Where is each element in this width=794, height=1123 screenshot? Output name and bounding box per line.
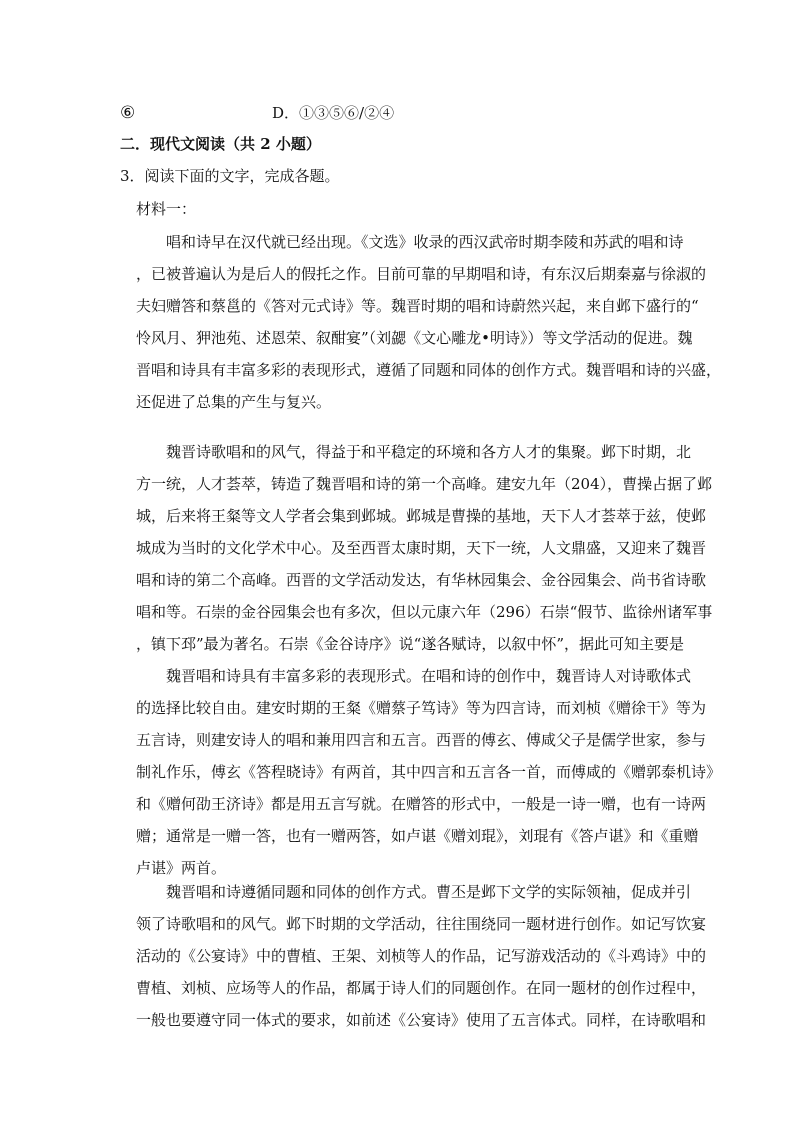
paragraph-line: 一般也要遵守同一体式的要求，如前述《公宴诗》使用了五言体式。同样，在诗歌唱和 (136, 1011, 707, 1029)
paragraph-1 (136, 226, 722, 418)
paragraph-line: 魏晋唱和诗具有丰富多彩的表现形式。在唱和诗的创作中，魏晋诗人对诗歌体式 (136, 667, 692, 685)
paragraph-line: 夫妇赠答和蔡邕的《答对元式诗》等。魏晋时期的唱和诗蔚然兴起，来自邺下盛行的“ (136, 297, 699, 315)
paragraph-line: 和《赠何劭王济诗》都是用五言写就。在赠答的形式中，一般是一诗一赠，也有一诗两 (136, 795, 707, 813)
paragraph-line: 唱和诗早在汉代就已经出现。《文选》收录的西汉武帝时期李陵和苏武的唱和诗 (136, 233, 684, 251)
paragraph-line: 唱和诗的第二个高峰。西晋的文学活动发达，有华林园集会、金谷园集会、尚书省诗歌 (136, 571, 707, 589)
paragraph-line: 赠；通常是一赠一答，也有一赠两答，如卢谌《赠刘琨》，刘琨有《答卢谌》和《重赠 (136, 827, 699, 845)
paragraph-2 (136, 436, 713, 660)
paragraph-4 (136, 876, 707, 1036)
paragraph-line: 城，后来将王粲等文人学者会集到邺城。邺城是曹操的基地，天下人才荟萃于兹，使邺 (136, 507, 707, 525)
paragraph-3 (136, 660, 722, 884)
paragraph-line: 怜风月、狎池苑、述恩荣、叙酣宴”（刘勰《文心雕龙•明诗》）等文学活动的促进。魏 (136, 329, 693, 347)
paragraph-line: 曹植、刘桢、应场等人的作品，都属于诗人们的同题创作。在同一题材的创作过程中， (136, 979, 707, 997)
paragraph-line: ，镇下邳”最为著名。石崇《金谷诗序》说“遂各赋诗，以叙中怀”，据此可知主要是 (136, 635, 685, 653)
paragraph-line: ，已被普遍认为是后人的假托之作。目前可靠的早期唱和诗，有东汉后期秦嘉与徐淑的 (136, 265, 707, 283)
option-d: D．①③⑤⑥/②④ (272, 104, 395, 122)
paragraph-line: 还促进了总集的产生与复兴。 (136, 393, 332, 411)
paragraph-line: 五言诗，则建安诗人的唱和兼用四言和五言。西晋的傅玄、傅咸父子是儒学世家，参与 (136, 731, 707, 749)
paragraph-line: 制礼作乐，傅玄《答程晓诗》有两首，其中四言和五言各一首，而傅咸的《赠郭泰机诗》 (136, 763, 722, 781)
paragraph-line: 方一统，人才荟萃，铸造了魏晋唱和诗的第一个高峰。建安九年（204），曹操占据了邺 (136, 475, 713, 493)
paragraph-line: 领了诗歌唱和的风气。邺下时期的文学活动，往往围绕同一题材进行创作。如记写饮宴 (136, 915, 707, 933)
paragraph-line: 城成为当时的文化学术中心。及至西晋太康时期，天下一统，人文鼎盛，又迎来了魏晋 (136, 539, 707, 557)
paragraph-line: 魏晋诗歌唱和的风气，得益于和平稳定的环境和各方人才的集聚。邺下时期，北 (136, 443, 692, 461)
paragraph-line: 唱和等。石崇的金谷园集会也有多次，但以元康六年（296）石崇“假节、监徐州诸军事 (136, 603, 713, 621)
paragraph-line: 魏晋唱和诗遵循同题和同体的创作方式。曹丕是邺下文学的实际领袖，促成并引 (136, 883, 692, 901)
material-label: 材料一： (136, 200, 197, 218)
section-heading: 二．现代文阅读（共 2 小题） (120, 135, 321, 153)
question-prompt: 3．阅读下面的文字，完成各题。 (120, 167, 340, 185)
option-fragment: ⑥ (120, 103, 136, 123)
paragraph-line: 的选择比较自由。建安时期的王粲《赠蔡子笃诗》等为四言诗，而刘桢《赠徐干》等为 (136, 699, 707, 717)
paragraph-line: 卢谌》两首。 (136, 859, 227, 877)
paragraph-line: 晋唱和诗具有丰富多彩的表现形式，遵循了同题和同体的创作方式。魏晋唱和诗的兴盛， (136, 361, 722, 379)
paragraph-line: 活动的《公宴诗》中的曹植、王架、刘桢等人的作品，记写游戏活动的《斗鸡诗》中的 (136, 947, 707, 965)
